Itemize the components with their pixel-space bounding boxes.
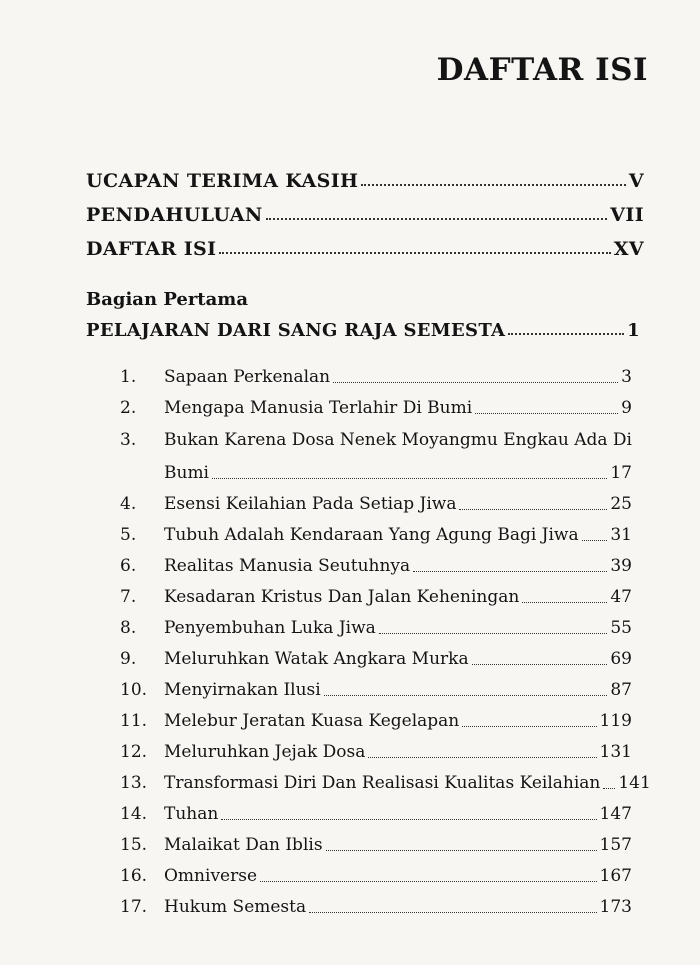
chapter-title: Tuhan (164, 804, 219, 824)
chapter-number: 10. (120, 680, 148, 700)
dot-leader (508, 333, 624, 335)
chapter-entry (120, 576, 632, 607)
part-heading-page: 1 (627, 320, 640, 341)
chapter-number: 7. (120, 587, 137, 607)
chapter-number: 9. (120, 649, 137, 669)
toc-entry (86, 226, 644, 260)
chapter-title: Menyirnakan Ilusi (164, 680, 321, 700)
chapter-number: 4. (120, 494, 137, 514)
dot-leader (603, 788, 615, 789)
part-heading (86, 320, 640, 341)
chapter-page: 17 (610, 463, 632, 483)
chapter-title: Omniverse (164, 866, 258, 886)
chapter-entry (120, 514, 632, 545)
dot-leader (219, 252, 610, 254)
chapter-page: 131 (599, 742, 632, 762)
dot-leader (333, 382, 618, 383)
chapter-title: Transformasi Diri Dan Realisasi Kualitas Keilahian (164, 773, 601, 793)
chapter-page: 157 (599, 835, 632, 855)
chapter-title: Hukum Semesta (164, 897, 307, 917)
chapter-entry (120, 607, 632, 638)
chapter-title: Tubuh Adalah Kendaraan Yang Agung Bagi Jiwa (164, 525, 579, 545)
chapter-entry (120, 638, 632, 669)
dot-leader (309, 912, 596, 913)
dot-leader (459, 509, 607, 510)
front-matter-list (86, 158, 644, 260)
dot-leader (221, 819, 596, 820)
chapter-page: 47 (610, 587, 632, 607)
chapter-number: 5. (120, 525, 137, 545)
chapter-page: 69 (610, 649, 632, 669)
chapter-title: Sapaan Perkenalan (164, 367, 331, 387)
toc-entry-page: XV (613, 238, 644, 260)
dot-leader (462, 726, 596, 727)
chapter-title-line (120, 450, 632, 483)
chapter-entry (120, 669, 632, 700)
chapter-entry (120, 700, 632, 731)
dot-leader (212, 478, 607, 479)
chapter-entry (120, 824, 632, 855)
dot-leader (582, 540, 608, 541)
chapter-number: 8. (120, 618, 137, 638)
dot-leader (522, 602, 607, 603)
chapter-number: 11. (120, 711, 148, 731)
toc-entry (86, 158, 644, 192)
toc-entry-label: DAFTAR ISI (86, 238, 217, 260)
toc-entry-page: VII (610, 204, 644, 226)
dot-leader (361, 184, 625, 186)
dot-leader (324, 695, 608, 696)
chapter-entry (120, 483, 632, 514)
chapter-page: 119 (599, 711, 632, 731)
toc-entry-label: PENDAHULUAN (86, 204, 263, 226)
chapter-title: Realitas Manusia Seutuhnya (164, 556, 411, 576)
chapter-page: 141 (618, 773, 651, 793)
chapter-entry (120, 387, 632, 418)
chapter-entry (120, 731, 632, 762)
toc-entry-label: UCAPAN TERIMA KASIH (86, 170, 359, 192)
chapter-page: 31 (610, 525, 632, 545)
chapter-list (120, 356, 651, 917)
toc-entry (86, 192, 644, 226)
part-label: Bagian Pertama (86, 289, 248, 310)
chapter-number: 1. (120, 367, 137, 387)
chapter-title: Malaikat Dan Iblis (164, 835, 323, 855)
chapter-number: 17. (120, 897, 148, 917)
dot-leader (475, 413, 618, 414)
chapter-entry (120, 545, 632, 576)
chapter-number: 14. (120, 804, 148, 824)
dot-leader (260, 881, 597, 882)
chapter-page: 9 (621, 398, 632, 418)
chapter-page: 173 (599, 897, 632, 917)
chapter-entry (120, 886, 632, 917)
chapter-page: 25 (610, 494, 632, 514)
chapter-number: 6. (120, 556, 137, 576)
chapter-entry (120, 762, 651, 793)
chapter-title: Penyembuhan Luka Jiwa (164, 618, 376, 638)
chapter-title-line (120, 428, 632, 450)
chapter-entry (120, 855, 632, 886)
chapter-page: 147 (599, 804, 632, 824)
chapter-page: 55 (610, 618, 632, 638)
dot-leader (326, 850, 597, 851)
chapter-title: Meluruhkan Jejak Dosa (164, 742, 366, 762)
chapter-page: 39 (610, 556, 632, 576)
chapter-number: 13. (120, 773, 148, 793)
chapter-title: Kesadaran Kristus Dan Jalan Keheningan (164, 587, 520, 607)
toc-entry-page: V (628, 170, 644, 192)
chapter-page: 167 (599, 866, 632, 886)
chapter-title: Mengapa Manusia Terlahir Di Bumi (164, 398, 473, 418)
chapter-entry (120, 793, 632, 824)
page-title: DAFTAR ISI (436, 52, 648, 88)
chapter-title-continued: Bumi (164, 463, 209, 483)
dot-leader (379, 633, 608, 634)
dot-leader (413, 571, 607, 572)
chapter-entry (120, 418, 632, 483)
chapter-entry (120, 356, 632, 387)
chapter-title: Bukan Karena Dosa Nenek Moyangmu Engkau Ada Di (164, 430, 632, 450)
chapter-number: 12. (120, 742, 148, 762)
chapter-number: 15. (120, 835, 148, 855)
part-heading-title: PELAJARAN DARI SANG RAJA SEMESTA (86, 320, 506, 341)
dot-leader (266, 218, 608, 220)
chapter-title: Esensi Keilahian Pada Setiap Jiwa (164, 494, 457, 514)
chapter-number: 3. (120, 430, 137, 450)
chapter-title: Meluruhkan Watak Angkara Murka (164, 649, 469, 669)
chapter-number: 2. (120, 398, 137, 418)
dot-leader (472, 664, 608, 665)
dot-leader (368, 757, 596, 758)
chapter-title: Melebur Jeratan Kuasa Kegelapan (164, 711, 460, 731)
chapter-page: 87 (610, 680, 632, 700)
chapter-number: 16. (120, 866, 148, 886)
chapter-page: 3 (621, 367, 632, 387)
